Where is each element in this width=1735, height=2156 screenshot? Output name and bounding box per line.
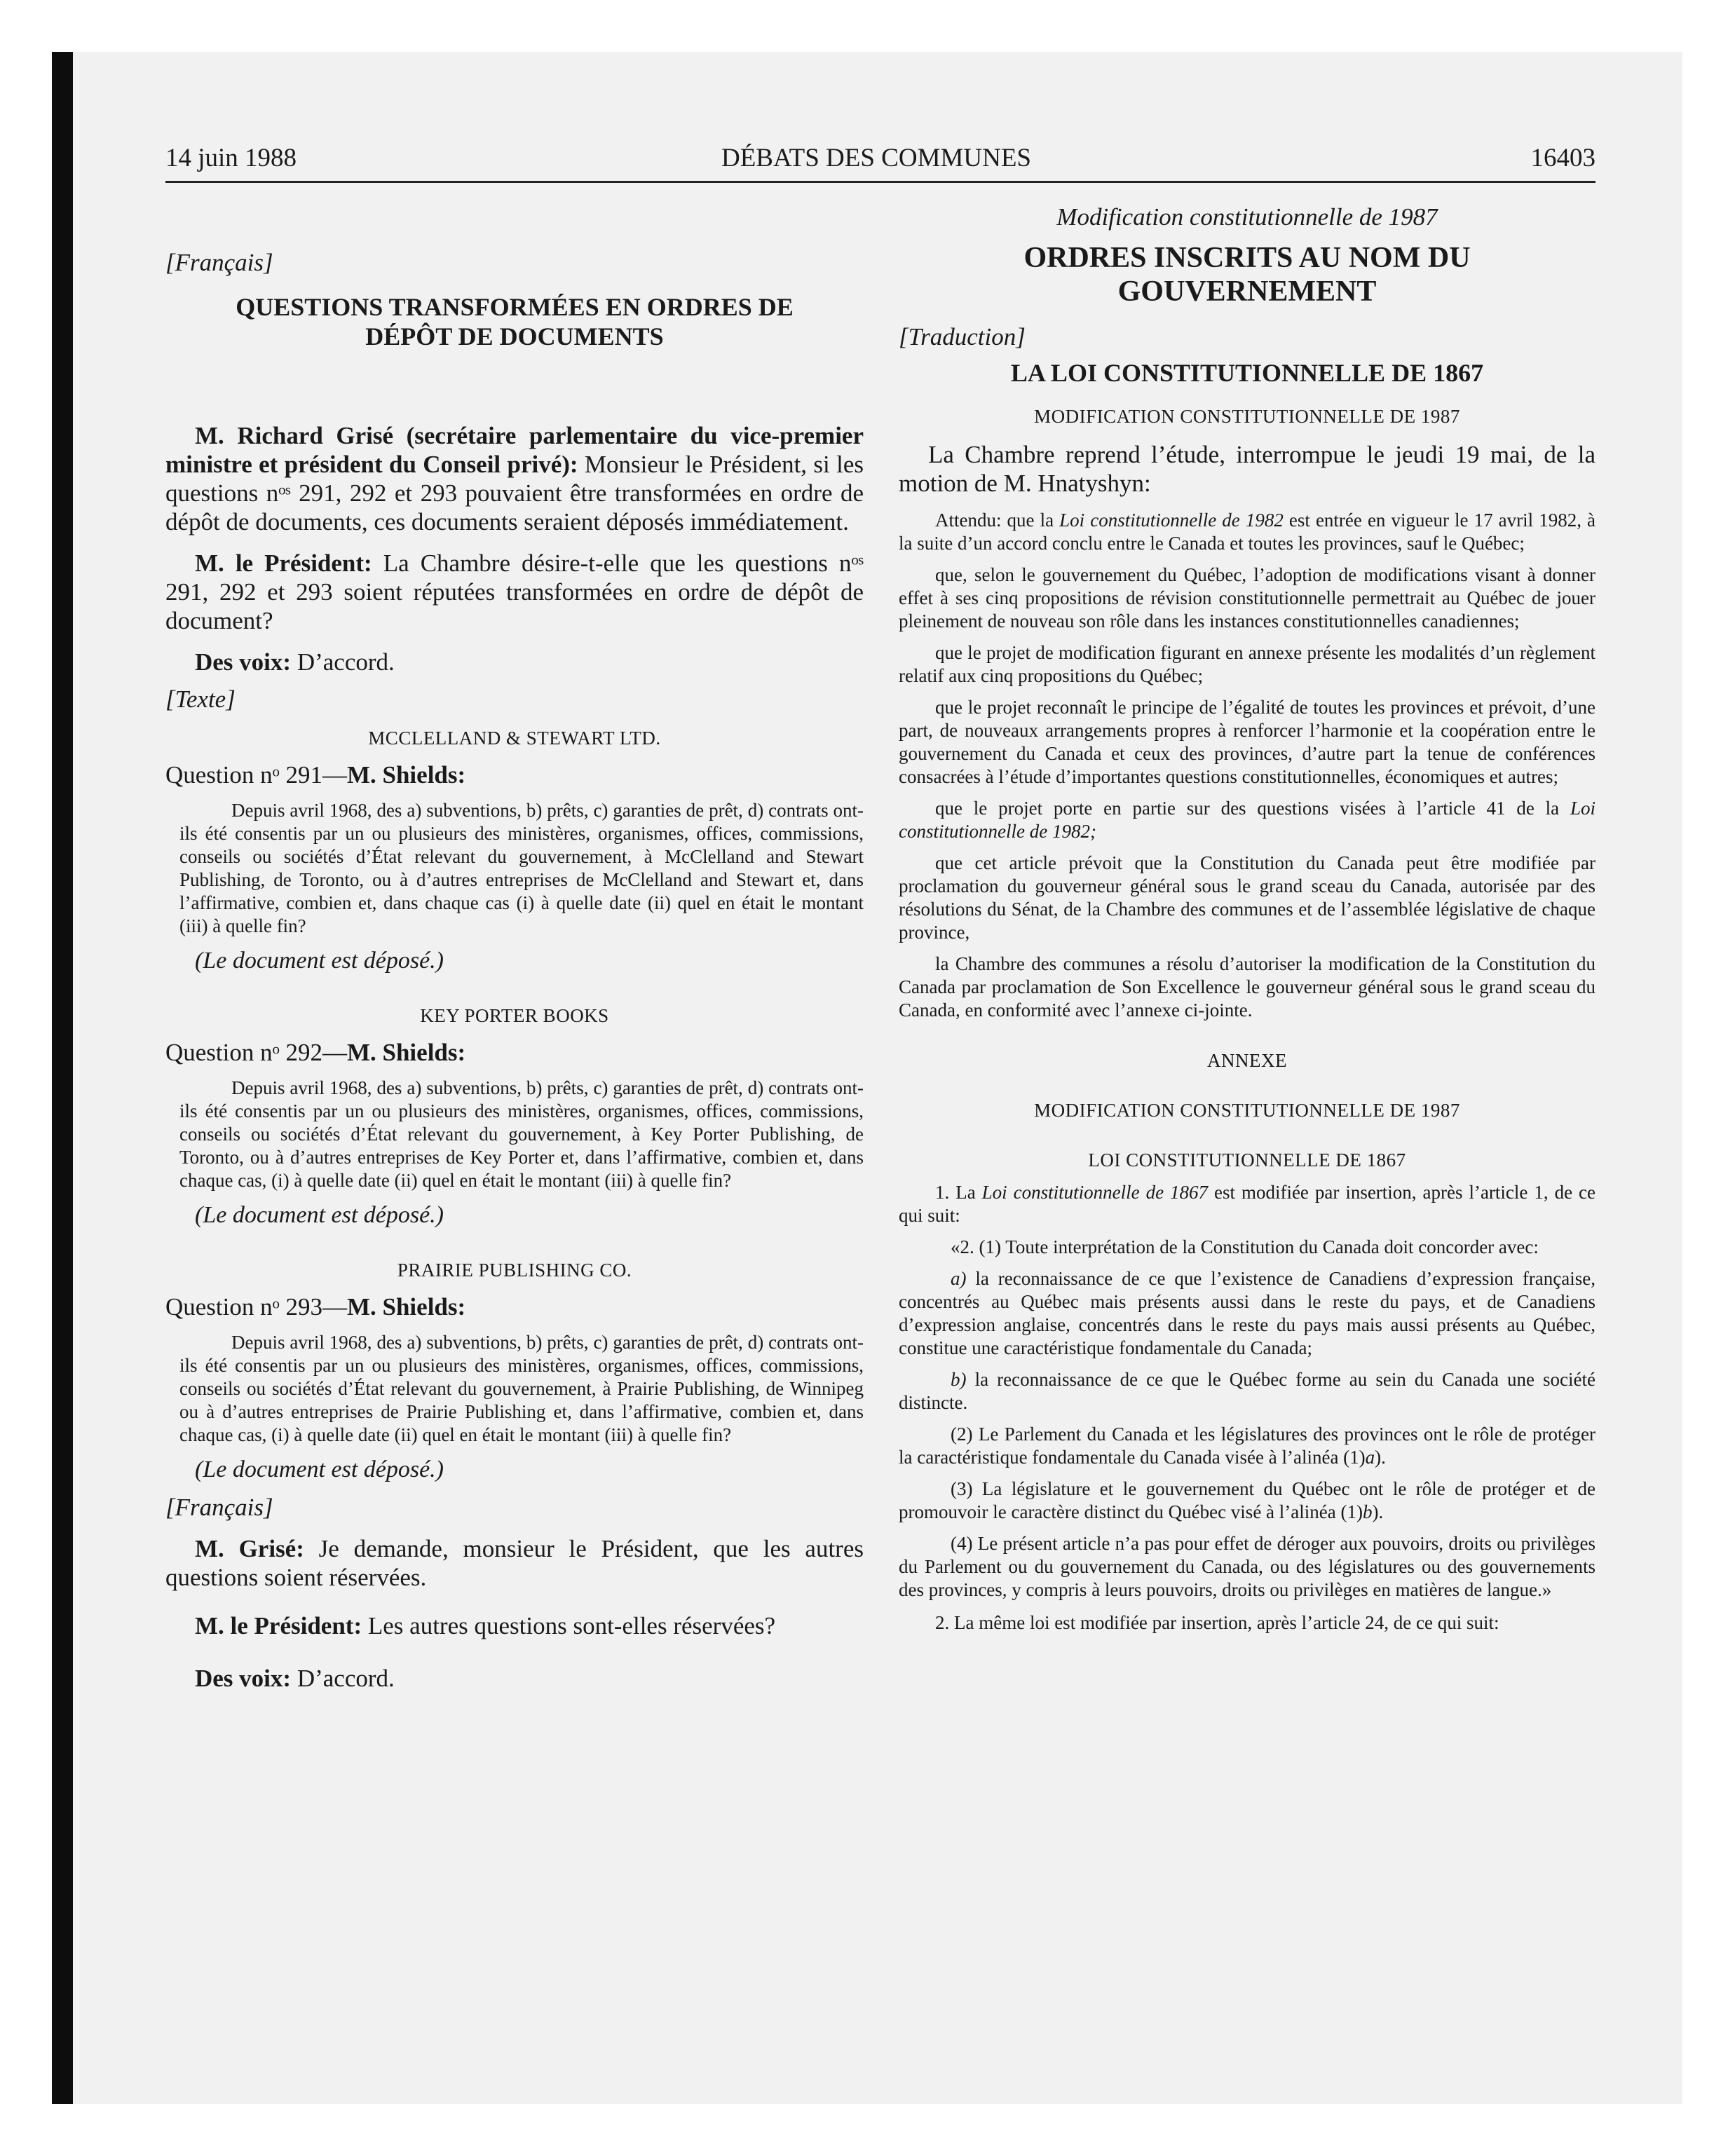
- clause-letter: a: [1365, 1447, 1375, 1468]
- question-body: Depuis avril 1968, des a) subventions, b) prêts, c) garanties de prêt, d) contrats ont-ils été consentis par un ou plusieurs des ministères, organismes, offices, commissions, conseils ou sociétés d’État relevant du gouvernement, à Key Porter Publishing, de Toronto, ou à d’autres entreprises de Key Porter et, dans l’affirmative, combien et, dans chaque cas, (i) à quelle date (ii) quel en était le montant (iii) à quelle fin?: [179, 1077, 864, 1191]
- amendment-clause: [899, 1368, 1595, 1414]
- speaker-name: M. le Président:: [195, 1612, 362, 1639]
- question-author: M. Shields:: [346, 1293, 466, 1321]
- header-rule: [165, 181, 1595, 183]
- right-column: [899, 198, 1595, 1635]
- clause-letter: b): [951, 1369, 967, 1390]
- question-body: Depuis avril 1968, des a) subventions, b) prêts, c) garanties de prêt, d) contrats ont-ils été consentis par un ou plusieurs des ministères, organismes, offices, commissions, conseils ou sociétés d’État relevant du gouvernement, à Prairie Publishing, de Winnipeg ou à d’autres entreprises de Prairie Publishing et, dans l’affirmative, combien et, dans chaque cas, (i) à quelle date (ii) quel en était le montant (iii) à quelle fin?: [179, 1332, 864, 1445]
- motion-paragraph: que le projet de modification figurant en annexe présente les modalités d’un règlement relatif aux cinq propositions du Québec;: [899, 642, 1595, 686]
- speech-grise-2: [165, 1534, 864, 1592]
- debate-intro: La Chambre reprend l’étude, interrompue le jeudi 19 mai, de la motion de M. Hnatyshyn:: [899, 441, 1595, 497]
- amendment-text: la reconnaissance de ce que le Québec forme au sein du Canada une société distincte.: [899, 1369, 1595, 1413]
- speech-text: D’accord.: [291, 1665, 395, 1692]
- speech-voices: [165, 648, 864, 676]
- question-291: [165, 760, 864, 789]
- amendment-text: la reconnaissance de ce que l’existence de Canadiens d’expression française, concentrés au Québec mais présents aussi dans le reste du pays, et de Canadiens d’expression anglaise, concentrés dans le reste du pays mais aussi présents au Québec, constitue une caractéristique fondamentale du Canada;: [899, 1268, 1595, 1358]
- tabled-note: (Le document est déposé.): [195, 1456, 444, 1482]
- left-column: [165, 198, 864, 1693]
- amendment-text: 1. La: [935, 1182, 982, 1203]
- question-293: [165, 1292, 864, 1321]
- speaker-name: Des voix:: [195, 648, 292, 676]
- bill-heading: LA LOI CONSTITUTIONNELLE DE 1867: [1010, 359, 1484, 387]
- motion-paragraph: que le projet reconnaît le principe de l’égalité de toutes les provinces et prévoit, d’une part, de nouveaux arrangements propres à renforcer l’harmonie et la coopération entre le gouvernement du Canada et ceux des provinces, d’autre part la tenue de conférences consacrées à l’étude d’importantes questions constitutionnelles, économiques et autres;: [899, 697, 1595, 787]
- question-label: Question nᵒ 293—: [165, 1293, 347, 1321]
- language-marker: [Traduction]: [899, 323, 1026, 350]
- clause-letter: b: [1362, 1501, 1373, 1522]
- speaker-name: Des voix:: [195, 1665, 292, 1692]
- question-label: Question nᵒ 291—: [165, 761, 347, 789]
- amendment-clause: [899, 1267, 1595, 1360]
- amendment-text: ).: [1375, 1447, 1386, 1468]
- tabled-note: (Le document est déposé.): [195, 1202, 444, 1228]
- bill-subheading: MODIFICATION CONSTITUTIONNELLE DE 1987: [1034, 406, 1460, 427]
- amendment-text: ).: [1372, 1501, 1384, 1522]
- binding-edge: [52, 52, 73, 2104]
- section-heading: QUESTIONS TRANSFORMÉES EN ORDRES DE DÉPÔT DE DOCUMENTS: [236, 293, 794, 350]
- speech-voices-2: [165, 1664, 864, 1693]
- amendment-clause: [899, 1478, 1595, 1524]
- motion-paragraph: que, selon le gouvernement du Québec, l’adoption de modifications visant à donner effet à ses cinq propositions de révision constitutionnelle permettrait au Québec de jouer pleinement de nouveau son rôle dans les instances constitutionnelles canadiennes;: [899, 564, 1595, 632]
- company-title: KEY PORTER BOOKS: [420, 1005, 609, 1026]
- amendment-clause: (4) Le présent article n’a pas pour effet de déroger aux pouvoirs, droits ou privilèges du Parlement ou du gouvernement du Canada, ou des législatures ou des gouvernements des provinces, y compris à leurs pouvoirs, droits ou privilèges en matières de langue.»: [899, 1533, 1595, 1600]
- annex-title: MODIFICATION CONSTITUTIONNELLE DE 1987: [1034, 1100, 1460, 1121]
- company-title: PRAIRIE PUBLISHING CO.: [397, 1260, 632, 1281]
- company-title: MCCLELLAND & STEWART LTD.: [368, 728, 661, 749]
- speech-text: D’accord.: [291, 648, 395, 676]
- amendment-clause: [899, 1423, 1595, 1469]
- language-marker: [Français]: [165, 1494, 273, 1521]
- motion-text: est entrée en vigueur le 17 avril 1982, à la suite d’un accord conclu entre le Canada et toutes les provinces, sauf le Québec;: [899, 510, 1595, 554]
- question-author: M. Shields:: [346, 761, 466, 789]
- motion-text: que le projet porte en partie sur des questions visées à l’article 41 de la: [935, 798, 1570, 819]
- section-heading: ORDRES INSCRITS AU NOM DU GOUVERNEMENT: [1023, 242, 1471, 308]
- amendment-text: (2) Le Parlement du Canada et les législatures des provinces ont le rôle de protéger la caractéristique fondamentale du Canada visée à l’alinéa (1): [899, 1424, 1595, 1468]
- act-title: Loi constitutionnelle de 1982: [1059, 510, 1284, 531]
- motion-paragraph: la Chambre des communes a résolu d’autoriser la modification de la Constitution du Canada par proclamation de Son Excellence le gouverneur général sous le grand sceau du Canada, en conformité avec l’annexe ci-jointe.: [899, 953, 1595, 1021]
- clause-letter: a): [951, 1268, 967, 1289]
- question-body: Depuis avril 1968, des a) subventions, b) prêts, c) garanties de prêt, d) contrats ont-ils été consentis par un ou plusieurs des ministères, organismes, offices, commissions, conseils ou sociétés d’État relevant du gouvernement, à McClelland and Stewart Publishing, de Toronto, ou à d’autres entreprises de McClelland and Stewart et, dans l’affirmative, combien et, dans chaque cas (i) à quelle date (ii) quel en était le montant (iii) à quelle fin?: [179, 800, 864, 936]
- speech-text: Je demande, monsieur le Président, que les autres questions soient réservées.: [165, 1535, 864, 1591]
- amendment-clause: «2. (1) Toute interprétation de la Constitution du Canada doit concorder avec:: [951, 1236, 1539, 1257]
- question-author: M. Shields:: [346, 1039, 466, 1066]
- act-title: Loi constitutionnelle de 1982;: [899, 798, 1595, 842]
- speaker-name: M. Richard Grisé (secrétaire parlementaire du vice-premier ministre et président du Conseil privé):: [165, 422, 864, 478]
- speech-grise: [165, 421, 864, 536]
- language-marker: [Texte]: [165, 685, 236, 713]
- annex-label: ANNEXE: [1207, 1050, 1287, 1071]
- header-title: DÉBATS DES COMMUNES: [721, 144, 1031, 172]
- header-page-number: 16403: [1530, 144, 1595, 172]
- language-marker: [Français]: [165, 249, 273, 276]
- speech-text: La Chambre désire-t-elle que les questions nᵒˢ 291, 292 et 293 soient réputées transformées en ordre de dépôt de document?: [165, 550, 864, 634]
- speaker-name: M. le Président:: [195, 550, 372, 577]
- act-title: Loi constitutionnelle de 1867: [981, 1182, 1209, 1203]
- amendment-text: (3) La législature et le gouvernement du Québec ont le rôle de protéger et de promouvoir le caractère distinct du Québec visé à l’alinéa (1): [899, 1478, 1595, 1522]
- speech-president-2: [165, 1611, 864, 1640]
- motion-paragraph: [899, 797, 1595, 843]
- amendment-section-2: 2. La même loi est modifiée par insertion, après l’article 24, de ce qui suit:: [935, 1612, 1499, 1633]
- amendment-text: est modifiée par insertion, après l’article 1, de ce qui suit:: [899, 1182, 1595, 1226]
- speech-text: Monsieur le Président, si les questions nᵒˢ 291, 292 et 293 pouvaient être transformées en ordre de dépôt de documents, ces documents seraient déposés immédiatement.: [165, 451, 864, 535]
- header-date: 14 juin 1988: [165, 144, 297, 172]
- annex-subtitle: LOI CONSTITUTIONNELLE DE 1867: [1088, 1149, 1406, 1171]
- running-title: Modification constitutionnelle de 1987: [1056, 203, 1438, 231]
- question-292: [165, 1038, 864, 1067]
- question-label: Question nᵒ 292—: [165, 1039, 347, 1066]
- motion-text: Attendu: que la: [935, 510, 1060, 531]
- speech-text: Les autres questions sont-elles réservées?: [362, 1612, 776, 1639]
- speech-president: [165, 549, 864, 635]
- motion-paragraph: que cet article prévoit que la Constitution du Canada peut être modifiée par proclamation du gouverneur général sous le grand sceau du Canada, autorisée par des résolutions du Sénat, de la Chambre des communes et de l’assemblée législative de chaque province,: [899, 852, 1595, 943]
- speaker-name: M. Grisé:: [195, 1535, 304, 1562]
- motion-paragraph: [899, 509, 1595, 555]
- amendment-section-1: [899, 1181, 1595, 1227]
- tabled-note: (Le document est déposé.): [195, 948, 444, 974]
